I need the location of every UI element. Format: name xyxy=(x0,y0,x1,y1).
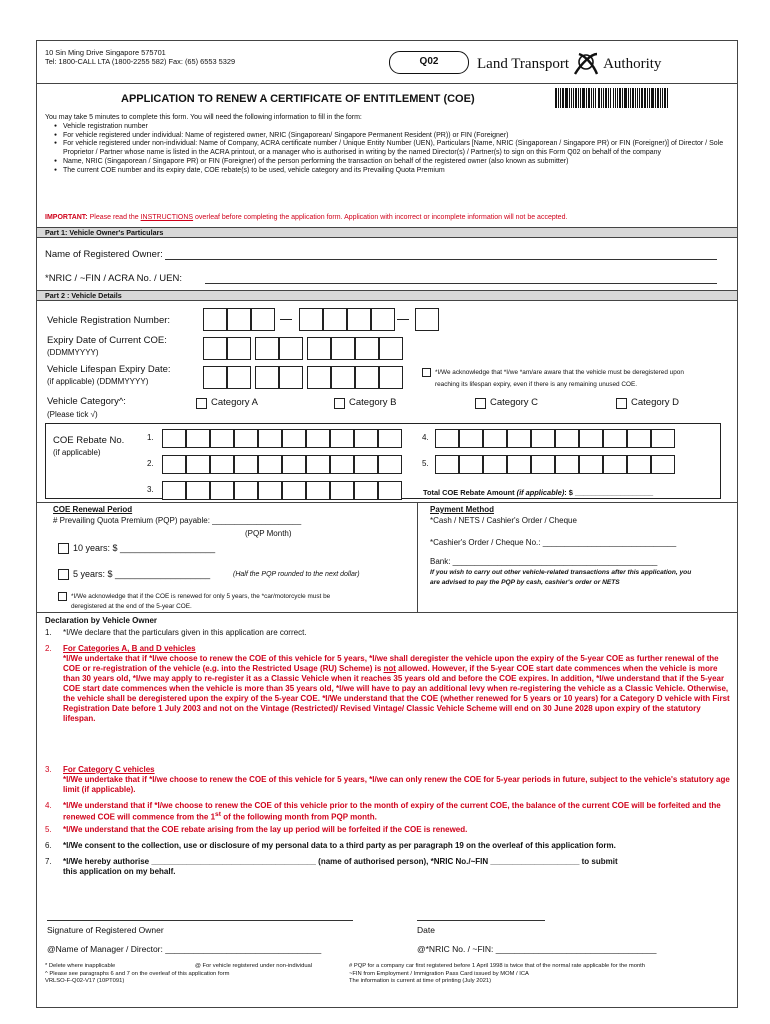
rebate-num-2: 2. xyxy=(147,459,154,468)
barcode-bar xyxy=(667,88,668,108)
address-line-1: 10 Sin Ming Drive Singapore 575701 xyxy=(45,48,166,57)
rebate-num-4: 4. xyxy=(422,433,429,442)
reg-number-label: Vehicle Registration Number: xyxy=(47,315,171,326)
lifespan-ack-line2: reaching its lifespan expiry, even if there is any remaining unused COE. xyxy=(435,381,638,388)
rebate-char-box[interactable] xyxy=(282,481,306,500)
decl-text: *I/We undertake that if *I/we choose to renew the COE of this vehicle for 5 years, *I/we can only renew the COE for 5-year periods in future, subject to the vehicle's statutory age limit (if applicable). xyxy=(63,775,730,794)
ten-years-checkbox[interactable] xyxy=(58,543,69,554)
manager-name-field[interactable]: @Name of Manager / Director: _________________________________ xyxy=(47,944,322,954)
declaration-item-4 xyxy=(45,801,735,823)
barcode-bar xyxy=(647,88,648,108)
lifespan-ack-checkbox[interactable] xyxy=(422,368,431,377)
rebate-char-box[interactable] xyxy=(330,481,354,500)
barcode-bar xyxy=(662,88,663,108)
owner-id-input[interactable] xyxy=(205,274,717,284)
footer-note: The information is current at time of printing (July 2021) xyxy=(349,978,492,985)
category-d-checkbox[interactable] xyxy=(616,398,627,409)
coe-date-box[interactable] xyxy=(331,337,355,360)
barcode-bar xyxy=(593,88,594,108)
barcode-bar xyxy=(664,88,666,108)
footer-note: ^ Please see paragraphs 6 and 7 on the overleaf of this application form xyxy=(45,970,230,977)
owner-id-label: *NRIC / ~FIN / ACRA No. / UEN: xyxy=(45,273,182,284)
lifespan-date-box[interactable] xyxy=(227,366,251,389)
rebate-char-box[interactable] xyxy=(258,455,282,474)
barcode-bar xyxy=(569,88,570,108)
form-page xyxy=(36,40,738,1008)
barcode-bar xyxy=(655,88,656,108)
category-b-label: Category B xyxy=(349,397,397,408)
important-label: IMPORTANT: xyxy=(45,214,88,221)
reg-char-box[interactable] xyxy=(299,308,323,331)
barcode-bar xyxy=(573,88,574,108)
payment-note-line2: are advised to pay the PQP by cash, cashier's order or NETS xyxy=(430,579,620,586)
barcode-bar xyxy=(598,88,600,108)
form-code-badge: Q02 xyxy=(389,51,469,74)
rebate-label: COE Rebate No. xyxy=(53,435,125,446)
five-years-field[interactable]: 5 years: $ ___________________ xyxy=(73,569,211,579)
barcode-bar xyxy=(580,88,581,108)
rebate-char-box[interactable] xyxy=(354,455,378,474)
rebate-char-box[interactable] xyxy=(531,455,555,474)
five-year-ack-line1: *I/We acknowledge that if the COE is renewed for only 5 years, the *car/motorcycle must be xyxy=(71,593,331,600)
decl-num: 7. xyxy=(45,857,52,866)
owner-name-label: Name of Registered Owner: xyxy=(45,249,163,260)
decl-subheading: For Category C vehicles xyxy=(63,765,155,774)
rebate-char-box[interactable] xyxy=(531,429,555,448)
coe-date-box[interactable] xyxy=(279,337,303,360)
lifespan-ack-line1: *I/We acknowledge that *I/we *am/are aware that the vehicle must be deregistered upon xyxy=(435,369,684,376)
barcode-bar xyxy=(560,88,561,108)
rebate-char-box[interactable] xyxy=(651,429,675,448)
five-year-ack-line2: deregistered at the end of the 5-year COE. xyxy=(71,603,192,610)
decl-text xyxy=(63,654,735,724)
barcode-bar xyxy=(622,88,623,108)
rebate-char-box[interactable] xyxy=(459,455,483,474)
intro-bullet: ● For vehicle registered under individual: Name of registered owner, NRIC (Singaporean/ Singapore Permanent Resident (PR)) or FIN (Foreigner) xyxy=(55,132,735,141)
coe-date-box[interactable] xyxy=(307,337,331,360)
barcode-bar xyxy=(582,88,585,108)
owner-id-row xyxy=(45,273,182,285)
barcode-bar xyxy=(617,88,618,108)
barcode-bar xyxy=(635,88,636,108)
coe-date-box[interactable] xyxy=(379,337,403,360)
owner-name-input[interactable] xyxy=(165,250,717,260)
renewal-divider-mid xyxy=(417,502,418,612)
reg-char-box[interactable] xyxy=(203,308,227,331)
barcode-icon xyxy=(555,88,669,108)
rebate-char-box[interactable] xyxy=(210,455,234,474)
rebate-char-box[interactable] xyxy=(330,455,354,474)
barcode-bar xyxy=(601,88,602,108)
barcode-bar xyxy=(641,88,643,108)
bank-field[interactable]: Bank: ______________________________________________ xyxy=(430,557,658,566)
reg-char-box[interactable] xyxy=(251,308,275,331)
rebate-char-box[interactable] xyxy=(306,455,330,474)
form-version: VRLSO-F-Q02-V17 (10PT091) xyxy=(45,978,125,985)
lifespan-sub: (if applicable) (DDMMYYYY) xyxy=(47,377,149,386)
rebate-num-3: 3. xyxy=(147,485,154,494)
rebate-char-box[interactable] xyxy=(579,429,603,448)
decl-num: 2. xyxy=(45,644,52,653)
category-c-checkbox[interactable] xyxy=(475,398,486,409)
rebate-char-box[interactable] xyxy=(354,429,378,448)
barcode-bar xyxy=(555,88,557,108)
manager-id-field[interactable]: @*NRIC No. / ~FIN: __________________________________ xyxy=(417,944,657,954)
intro-block xyxy=(45,114,735,175)
rebate-char-box[interactable] xyxy=(186,429,210,448)
category-a-checkbox[interactable] xyxy=(196,398,207,409)
rebate-char-box[interactable] xyxy=(507,429,531,448)
coe-date-box[interactable] xyxy=(227,337,251,360)
barcode-bar xyxy=(588,88,590,108)
lifespan-date-box[interactable] xyxy=(379,366,403,389)
rebate-char-box[interactable] xyxy=(234,455,258,474)
decl-text-pre: *I/We understand that if *I/we choose to renew the COE of this vehicle prior to the month of expiry of the current COE, the balance of the current COE will be forfeited and the renewed COE will commence from the 1 xyxy=(63,801,721,822)
rebate-char-box[interactable] xyxy=(435,429,459,448)
rebate-char-box[interactable] xyxy=(162,429,186,448)
decl-text: this application on my behalf. xyxy=(63,867,176,876)
barcode-bar xyxy=(608,88,609,108)
total-rebate-label: Total COE Rebate Amount xyxy=(423,488,515,497)
rebate-char-box[interactable] xyxy=(186,481,210,500)
decl-subheading: For Categories A, B and D vehicles xyxy=(63,644,196,653)
decl-num: 4. xyxy=(45,801,52,810)
footer-note: @ For vehicle registered under non-individual xyxy=(195,963,313,969)
decl-text-sup: st xyxy=(215,811,221,818)
barcode-bar xyxy=(575,88,577,108)
lifespan-date-box[interactable] xyxy=(255,366,279,389)
barcode-bar xyxy=(571,88,572,108)
owner-name-row xyxy=(45,249,163,261)
coe-date-box[interactable] xyxy=(203,337,227,360)
barcode-bar xyxy=(637,88,638,108)
coe-expiry-sub: (DDMMYYYY) xyxy=(47,348,99,357)
payment-methods[interactable]: *Cash / NETS / Cashier's Order / Cheque xyxy=(430,516,577,525)
rebate-char-box[interactable] xyxy=(234,429,258,448)
half-pqp-note: (Half the PQP rounded to the next dollar) xyxy=(233,571,360,578)
rebate-char-box[interactable] xyxy=(627,455,651,474)
rebate-char-box[interactable] xyxy=(258,429,282,448)
intro-bullet: ● Name, NRIC (Singaporean / Singapore PR) or FIN (Foreigner) of the person performing the transaction on behalf of the registered owner (also known as submitter) xyxy=(55,158,735,167)
declaration-item-7 xyxy=(45,857,735,877)
rebate-char-box[interactable] xyxy=(306,481,330,500)
payment-heading: Payment Method xyxy=(430,505,495,514)
decl-text-post: allowed. However, if the 5-year COE start date commences when the vehicle is more than 30 years old, *I/we may apply to re-register it as a Classic Vehicle when it reaches 35 years old and before the COE expires. In addition, *I/we understand that if the 5-year COE start date commences when the vehicle is more than 35 years old, *I/we will have to pay an additional levy when re-registering the vehicle as a Classic Vehicle. Otherwise, the vehicle shall be deregistered upon the expiry of the 5-year COE. *I/We understand that the COE (whether renewed for 5 years or 10 years) for a Category D vehicle with First Registration Date before 1 July 2003 and not on the Vintage (Restricted)/ Revised Vintage/ Classic Vehicle Scheme will end on 30 June 2028 upon expiry of the statutory lifespan. xyxy=(63,664,730,723)
footer-note: * Delete where inapplicable xyxy=(45,963,116,969)
barcode-bar xyxy=(639,88,640,108)
total-rebate xyxy=(423,488,653,497)
category-a-label: Category A xyxy=(211,397,258,408)
barcode-bar xyxy=(632,88,634,108)
category-b-checkbox[interactable] xyxy=(334,398,345,409)
logo-text-right: Authority xyxy=(603,55,662,72)
intro-bullet: ● Vehicle registration number xyxy=(55,123,735,132)
rebate-char-box[interactable] xyxy=(234,481,258,500)
coe-expiry-label: Expiry Date of Current COE: xyxy=(47,335,167,346)
rebate-char-box[interactable] xyxy=(282,429,306,448)
barcode-bar xyxy=(615,88,616,108)
rebate-char-box[interactable] xyxy=(258,481,282,500)
decl-num: 1. xyxy=(45,628,52,637)
declaration-item-3 xyxy=(45,765,735,795)
reg-char-box[interactable] xyxy=(371,308,395,331)
declaration-item-2 xyxy=(45,644,735,724)
rebate-char-box[interactable] xyxy=(603,455,627,474)
five-years-checkbox[interactable] xyxy=(58,569,69,580)
rebate-char-box[interactable] xyxy=(459,429,483,448)
decl-text: *I/We declare that the particulars given in this application are correct. xyxy=(63,628,307,637)
rebate-char-box[interactable] xyxy=(579,455,603,474)
rebate-char-box[interactable] xyxy=(555,429,579,448)
barcode-bar xyxy=(603,88,604,108)
rebate-char-box[interactable] xyxy=(507,455,531,474)
barcode-bar xyxy=(578,88,579,108)
coe-date-box[interactable] xyxy=(355,337,379,360)
barcode-bar xyxy=(619,88,621,108)
decl-text-not: not xyxy=(383,664,396,673)
rebate-char-box[interactable] xyxy=(603,429,627,448)
form-title: APPLICATION TO RENEW A CERTIFICATE OF ENTITLEMENT (COE) xyxy=(121,93,475,105)
decl-text-post: of the following month from PQP month. xyxy=(220,812,377,822)
lifespan-date-box[interactable] xyxy=(307,366,331,389)
declaration-item-6 xyxy=(45,841,735,851)
renewal-divider-top xyxy=(37,502,737,503)
total-rebate-post: : $ ___________________ xyxy=(564,488,654,497)
category-c-label: Category C xyxy=(490,397,539,408)
footer-col-3 xyxy=(349,963,645,986)
rebate-char-box[interactable] xyxy=(306,429,330,448)
rebate-num-5: 5. xyxy=(422,459,429,468)
barcode-bar xyxy=(613,88,615,108)
separator-dash xyxy=(397,319,409,320)
decl-num: 6. xyxy=(45,841,52,850)
rebate-char-box[interactable] xyxy=(186,455,210,474)
rebate-char-box[interactable] xyxy=(210,429,234,448)
category-sub: (Please tick √) xyxy=(47,410,98,419)
rebate-char-box[interactable] xyxy=(651,455,675,474)
rebate-char-box[interactable] xyxy=(378,481,402,500)
barcode-bar xyxy=(624,88,627,108)
signature-line[interactable] xyxy=(47,911,353,921)
pqp-label: # Prevailing Quota Premium (PQP) payable: ____________________ xyxy=(53,516,302,525)
rebate-char-box[interactable] xyxy=(210,481,234,500)
ten-years-field[interactable]: 10 years: $ ___________________ xyxy=(73,543,216,553)
barcode-bar xyxy=(657,88,659,108)
decl-num: 3. xyxy=(45,765,52,774)
declaration-item-1 xyxy=(45,628,735,638)
barcode-bar xyxy=(605,88,608,108)
barcode-bar xyxy=(591,88,592,108)
decl-text: *I/We consent to the collection, use or disclosure of my personal data to a third party as per paragraph 19 on the overleaf of this application form. xyxy=(63,841,616,850)
rebate-sub: (if applicable) xyxy=(53,448,101,457)
intro-bullet: ● For vehicle registered under non-individual: Name of Company, ACRA certificate number / Unique Entity Number (UEN), Particulars [Name, NRIC (Singaporean / Singapore PR) or FIN (Foreigner)] of Director / Sole Proprietor / Partner whose name is listed in the ACRA printout, or a manager who is authorised in writing by the named Director(s) / Partner(s) to sign on this Form Q02 on behalf of the company xyxy=(55,140,735,158)
barcode-bar xyxy=(562,88,564,108)
total-rebate-ital: (if applicable) xyxy=(516,488,565,497)
date-line[interactable] xyxy=(417,911,545,921)
lifespan-date-box[interactable] xyxy=(355,366,379,389)
rebate-char-box[interactable] xyxy=(162,455,186,474)
coe-date-box[interactable] xyxy=(255,337,279,360)
barcode-bar xyxy=(651,88,654,108)
rebate-char-box[interactable] xyxy=(435,455,459,474)
separator-dash xyxy=(280,319,292,320)
barcode-bar xyxy=(558,88,559,108)
part2-heading: Part 2 : Vehicle Details xyxy=(37,290,737,301)
lifespan-date-box[interactable] xyxy=(331,366,355,389)
address-block xyxy=(45,48,235,67)
pqp-month: (PQP Month) xyxy=(245,529,292,538)
intro-bullet: ● The current COE number and its expiry date, COE rebate(s) to be used, vehicle category and its Prevailing Quota Premium xyxy=(55,167,735,176)
rebate-char-box[interactable] xyxy=(330,429,354,448)
intro-bullets xyxy=(55,123,735,176)
reg-char-box[interactable] xyxy=(415,308,439,331)
header-divider xyxy=(37,83,737,84)
lifespan-date-box[interactable] xyxy=(279,366,303,389)
important-post: overleaf before completing the application form. Application with incorrect or incomplete information will not be accepted. xyxy=(193,214,568,221)
rebate-char-box[interactable] xyxy=(483,455,507,474)
barcode-bar xyxy=(649,88,650,108)
renewal-heading: COE Renewal Period xyxy=(53,505,133,514)
signature-label: Signature of Registered Owner xyxy=(47,925,164,935)
renewal-divider-bottom xyxy=(37,612,737,613)
logo-text-left: Land Transport xyxy=(477,55,570,72)
barcode-bar xyxy=(630,88,631,108)
barcode-bar xyxy=(565,88,568,108)
rebate-char-box[interactable] xyxy=(483,429,507,448)
barcode-bar xyxy=(660,88,661,108)
authorise-field[interactable]: *I/We hereby authorise _____________________________________ (name of authorised person), *NRIC No./~FIN ____________________ to submit xyxy=(63,857,618,866)
barcode-bar xyxy=(644,88,646,108)
declaration-item-5 xyxy=(45,825,735,835)
barcode-bar xyxy=(595,88,597,108)
rebate-char-box[interactable] xyxy=(555,455,579,474)
rebate-char-box[interactable] xyxy=(378,429,402,448)
rebate-char-box[interactable] xyxy=(162,481,186,500)
lta-logo xyxy=(477,49,739,79)
decl-text xyxy=(63,801,735,823)
declaration-heading: Declaration by Vehicle Owner xyxy=(45,616,158,625)
lifespan-date-box[interactable] xyxy=(203,366,227,389)
rebate-char-box[interactable] xyxy=(627,429,651,448)
barcode-bar xyxy=(610,88,611,108)
rebate-char-box[interactable] xyxy=(282,455,306,474)
address-line-2: Tel: 1800-CALL LTA (1800-2255 582) Fax: (65) 6553 5329 xyxy=(45,57,236,67)
five-year-ack-checkbox[interactable] xyxy=(58,592,67,601)
reg-char-box[interactable] xyxy=(347,308,371,331)
decl-text: *I/We understand that the COE rebate arising from the lay up period will be forfeited if the COE is renewed. xyxy=(63,825,468,834)
intro-lead: You may take 5 minutes to complete this form. You will need the following information to fill in the form: xyxy=(45,114,362,121)
important-pre: Please read the xyxy=(87,214,141,221)
category-label: Vehicle Category^: xyxy=(47,396,126,407)
payment-note-line1: If you wish to carry out other vehicle-related transactions after this application, you xyxy=(430,569,692,576)
decl-num: 5. xyxy=(45,825,52,834)
date-label: Date xyxy=(417,925,435,935)
footer-note: # PQP for a company car first registered before 1 April 1998 is twice that of the normal rate applicable for the month xyxy=(349,963,646,969)
reg-char-box[interactable] xyxy=(227,308,251,331)
rebate-char-box[interactable] xyxy=(354,481,378,500)
barcode-bar xyxy=(628,88,629,108)
footer-note: ~FIN from Employment / Immigration Pass Card issued by MOM / ICA xyxy=(349,970,529,977)
barcode-bar xyxy=(586,88,587,108)
instructions-link[interactable]: INSTRUCTIONS xyxy=(140,214,194,221)
reg-char-box[interactable] xyxy=(323,308,347,331)
lta-swirl-icon xyxy=(571,50,601,78)
lifespan-label: Vehicle Lifespan Expiry Date: xyxy=(47,364,171,375)
part1-heading: Part 1: Vehicle Owner's Particulars xyxy=(37,227,737,238)
important-notice xyxy=(45,214,567,223)
cheque-no-field[interactable]: *Cashier's Order / Cheque No.: ______________________________ xyxy=(430,538,677,547)
decl-text-pre: *I/We undertake that if *I/we choose to renew the COE of this vehicle for 5 years, *I/we shall deregister the vehicle upon the expiry of the 5-year COE as further renewal of the COE or re-registration of the vehicle (e.g. into the Restricted Usage (RU) Scheme) is xyxy=(63,654,719,673)
footer-col-2 xyxy=(195,963,312,971)
rebate-num-1: 1. xyxy=(147,433,154,442)
category-d-label: Category D xyxy=(631,397,680,408)
rebate-char-box[interactable] xyxy=(378,455,402,474)
